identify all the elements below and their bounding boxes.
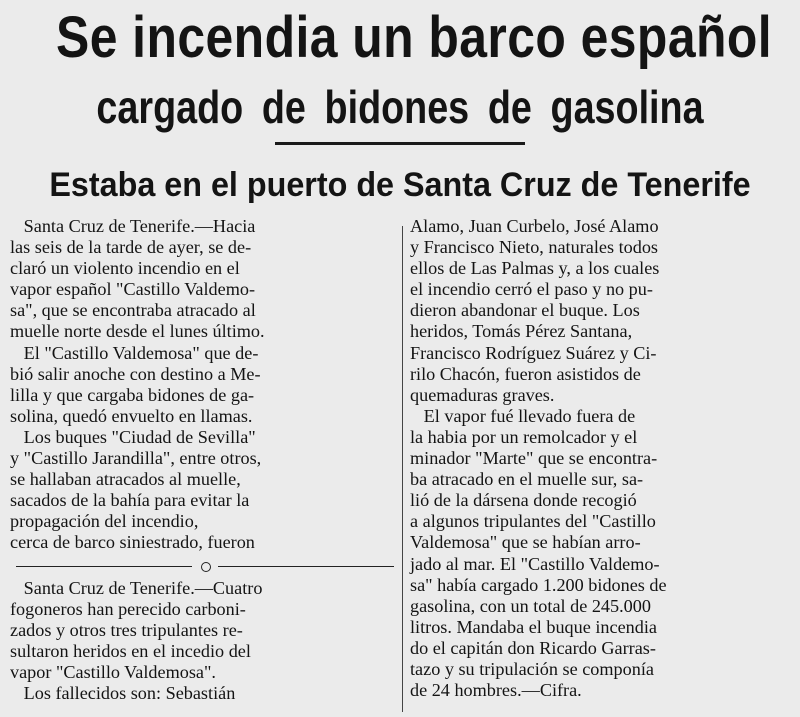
text-line: quemaduras graves. — [410, 384, 555, 405]
text-line: y "Castillo Jarandilla", entre otros, — [10, 448, 262, 469]
text-line: minador "Marte" que se encontra- — [410, 448, 658, 469]
text-line: el incendio cerró el paso y no pu- — [410, 279, 653, 300]
text-line: lió de la dársena donde recogió — [410, 490, 637, 511]
text-line: ba atracado en el muelle sur, sa- — [410, 469, 644, 490]
text-line: litros. Mandaba el buque incendia — [410, 616, 657, 637]
text-line: vapor "Castillo Valdemosa". — [10, 661, 216, 682]
text-line: gasolina, con un total de 245.000 — [410, 595, 651, 616]
text-line: ellos de Las Palmas y, a los cuales — [410, 258, 660, 279]
text-line: y Francisco Nieto, naturales todos — [410, 237, 659, 258]
text-line: la habia por un remolcador y el — [410, 426, 638, 447]
text-line: claró un violento incendio en el — [10, 258, 240, 279]
section-title: Estaba en el puerto de Santa Cruz de Tenerife — [49, 166, 751, 204]
subheadline: cargado de bidones de gasolina — [96, 81, 704, 133]
separator-bar-right — [218, 566, 394, 567]
text-line: sa", que se encontraba atracado al — [10, 300, 256, 321]
left-column-text — [10, 216, 398, 554]
right-column-text — [410, 216, 794, 701]
left-column — [10, 216, 398, 704]
text-line: do el capitán don Ricardo Garras- — [410, 637, 656, 658]
text-line: cerca de barco siniestrado, fueron — [10, 532, 255, 553]
text-line: a algunos tripulantes del "Castillo — [410, 511, 656, 532]
text-line: Valdemosa" que se habían arro- — [410, 532, 641, 553]
right-column — [410, 216, 794, 701]
text-line: Alamo, Juan Curbelo, José Alamo — [410, 216, 659, 236]
text-line: Francisco Rodríguez Suárez y Ci- — [410, 342, 657, 363]
separator-ornament — [201, 562, 211, 572]
text-line: bió salir anoche con destino a Me- — [10, 363, 261, 384]
text-line: lilla y que cargaba bidones de ga- — [10, 384, 255, 405]
text-line: Los buques "Ciudad de Sevilla" — [10, 426, 256, 447]
text-line: sultaron heridos en el incedio del — [10, 640, 251, 661]
headline: Se incendia un barco español — [56, 5, 773, 70]
text-line: de 24 hombres.—Cifra. — [410, 680, 582, 701]
text-line: jado al mar. El "Castillo Valdemo- — [410, 553, 660, 574]
text-line: Santa Cruz de Tenerife.—Hacia — [10, 216, 256, 236]
text-line: Santa Cruz de Tenerife.—Cuatro — [10, 577, 263, 598]
text-line: El vapor fué llevado fuera de — [410, 405, 636, 426]
text-line: El "Castillo Valdemosa" que de- — [10, 342, 259, 363]
column-divider — [402, 226, 403, 712]
text-line: las seis de la tarde de ayer, se de- — [10, 237, 252, 258]
left-column-text-second-dispatch — [10, 578, 398, 705]
text-line: tazo y su tripulación se componía — [410, 658, 654, 679]
text-line: se hallaban atracados al muelle, — [10, 469, 241, 490]
dispatch-separator — [10, 561, 398, 573]
text-line: solina, quedó envuelto en llamas. — [10, 405, 253, 426]
text-line: vapor español "Castillo Valdemo- — [10, 279, 255, 300]
text-line: propagación del incendio, — [10, 511, 199, 532]
text-line: heridos, Tomás Pérez Santana, — [410, 321, 633, 342]
text-line: Los fallecidos son: Sebastián — [10, 682, 236, 703]
text-line: rilo Chacón, fueron asistidos de — [410, 363, 641, 384]
text-line: fogoneros han perecido carboni- — [10, 598, 246, 619]
text-line: zados y otros tres tripulantes re- — [10, 619, 243, 640]
separator-bar-left — [16, 566, 192, 567]
text-line: muelle norte desde el lunes último. — [10, 321, 265, 342]
text-line: sa" había cargado 1.200 bidones de — [410, 574, 667, 595]
headline-rule — [275, 142, 525, 145]
text-line: sacados de la bahía para evitar la — [10, 490, 250, 511]
text-line: dieron abandonar el buque. Los — [410, 300, 640, 321]
